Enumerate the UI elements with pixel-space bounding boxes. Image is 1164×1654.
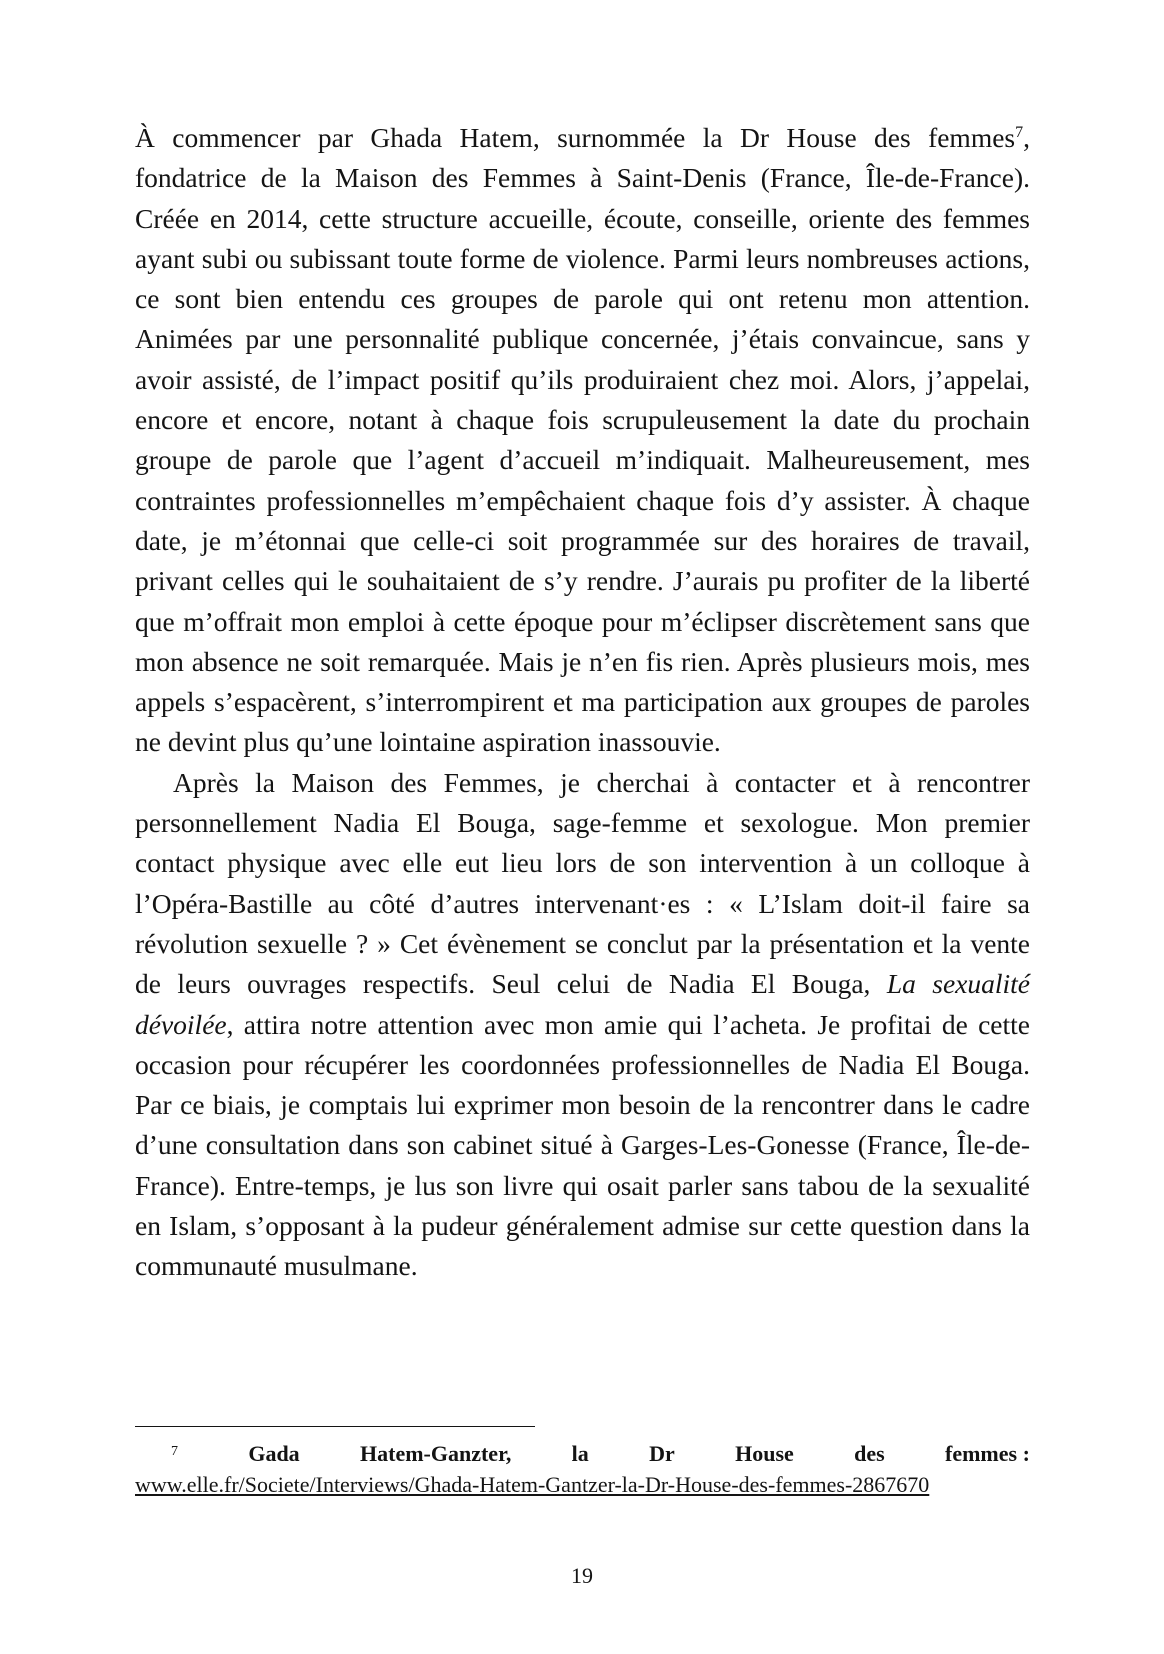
paragraph-1 <box>135 118 1030 763</box>
footnote-reference[interactable]: 7 <box>1015 123 1024 141</box>
footnote-title-line <box>135 1440 1030 1471</box>
footnote-word: House <box>735 1441 794 1466</box>
page-number: 19 <box>571 1563 593 1588</box>
footnote-number: 7 <box>171 1444 178 1459</box>
page-body <box>135 118 1030 1287</box>
footnote-word: Hatem-Ganzter, <box>360 1441 512 1466</box>
footnote-word: la <box>571 1441 589 1466</box>
footnote-separator <box>135 1426 535 1427</box>
paragraph-2-text-a: Après la Maison des Femmes, je cherchai à contacter et à rencontrer personnellement Nadia El Bouga, sage-femme et sexologue. Mon premier contact physique avec elle eut lieu lors de son intervention à un colloque à l’Opéra-Bastille au côté d’autres intervenant·es : « L’Islam doit-il faire sa révolution sexuelle ? » Cet évènement se conclut par la présentation et la vente de leurs ouvrages respectifs. Seul celui de Nadia El Bouga, <box>135 766 1030 1000</box>
paragraph-2 <box>135 763 1030 1287</box>
footnote <box>135 1440 1030 1498</box>
book-title: La sexualité dévoilée <box>135 968 1030 1040</box>
paragraph-2-text-b: , attira notre attention avec mon amie qui l’acheta. Je profitai de cette occasion pour récupérer les coordonnées professionnelles de Nadia El Bouga. Par ce biais, je comptais lui exprimer mon besoin de la rencontrer dans le cadre d’une consultation dans son cabinet situé à Garges-Les-Gonesse (France, Île-de-France). Entre-temps, je lus son livre qui osait parler sans tabou de la sexualité en Islam, s’opposant à la pudeur généralement admise sur cette question dans la communauté musulmane. <box>135 1008 1030 1282</box>
footnote-word: Gada <box>248 1441 300 1466</box>
footnote-word: femmes : <box>945 1441 1030 1466</box>
paragraph-1-text-a: À commencer par Ghada Hatem, surnommée la Dr House des femmes <box>135 122 1016 153</box>
footnote-word: Dr <box>649 1441 675 1466</box>
footnote-word: des <box>854 1441 885 1466</box>
footnote-link[interactable]: www.elle.fr/Societe/Interviews/Ghada-Hatem-Gantzer-la-Dr-House-des-femmes-2867670 <box>135 1472 930 1497</box>
paragraph-1-text-b: , fondatrice de la Maison des Femmes à Saint-Denis (France, Île-de-France). Créée en 2014, cette structure accueille, écoute, conseille, oriente des femmes ayant subi ou subissant toute forme de violence. Parmi leurs nombreuses actions, ce sont bien entendu ces groupes de parole qui ont retenu mon attention. Animées par une personnalité publique concernée, j’étais convaincue, sans y avoir assisté, de l’impact positif qu’ils produiraient chez moi. Alors, j’appelai, encore et encore, notant à chaque fois scrupuleusement la date du prochain groupe de parole que l’agent d’accueil m’indiquait. Malheureusement, mes contraintes professionnelles m’empêchaient chaque fois d’y assister. À chaque date, je m’étonnai que celle-ci soit programmée sur des horaires de travail, privant celles qui le souhaitaient de s’y rendre. J’aurais pu profiter de la liberté que m’offrait mon emploi à cette époque pour m’éclipser discrètement sans que mon absence ne soit remarquée. Mais je n’en fis rien. Après plusieurs mois, mes appels s’espacèrent, s’interrompirent et ma participation aux groupes de paroles ne devint plus qu’une lointaine aspiration inassouvie. <box>135 122 1030 758</box>
